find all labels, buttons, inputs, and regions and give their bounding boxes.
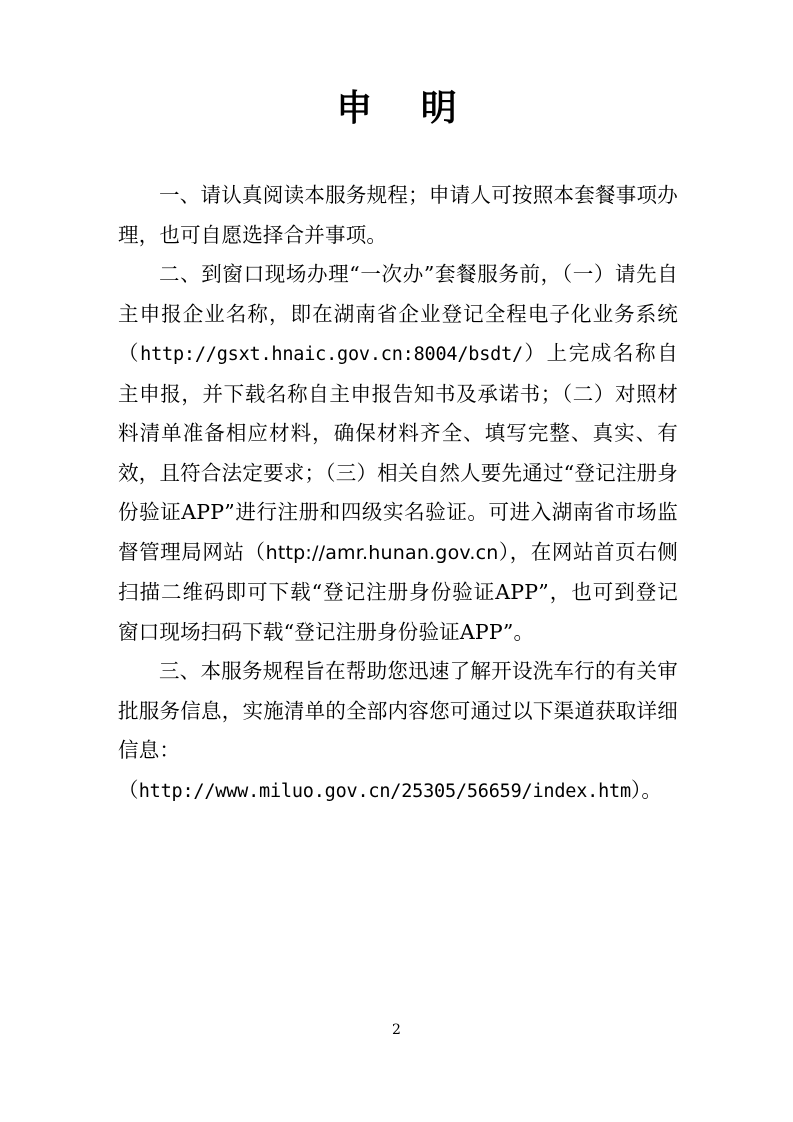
- paragraph-4-open-paren: （: [118, 777, 139, 802]
- document-body: [118, 176, 678, 811]
- paragraph-2-text-part-3: ），在网站首页右侧扫描二维码即可下载“登记注册身份验证APP”，也可到登记窗口现场扫码下载“登记注册身份验证APP”。: [118, 539, 678, 644]
- paragraph-2-text-part-1: 二、到窗口现场办理“一次办”套餐服务前，（一）请先自主申报企业名称，即在湖南省企业登记全程电子化业务系统（: [118, 262, 678, 365]
- url-amr-hunan: http://amr.hunan.gov.cn: [265, 541, 499, 564]
- paragraph-4-close-paren: ）。: [630, 777, 663, 802]
- paragraph-1-text: 一、请认真阅读本服务规程；申请人可按照本套餐事项办理，也可自愿选择合并事项。: [118, 183, 678, 247]
- paragraph-3-text: 三、本服务规程旨在帮助您迅速了解开设洗车行的有关审批服务信息，实施清单的全部内容您可通过以下渠道获取详细信息：: [118, 659, 678, 762]
- page-number: 2: [392, 1022, 401, 1038]
- paragraph-1: [118, 176, 678, 255]
- paragraph-2: [118, 255, 678, 652]
- url-gsxt-hnaic: http://gsxt.hnaic.gov.cn:8004/bsdt/: [140, 344, 523, 365]
- paragraph-2-text-part-2: ）上完成名称自主申报，并下载名称自主申报告知书及承诺书；（二）对照材料清单准备相应材料，确保材料齐全、填写完整、真实、有效，且符合法定要求；（三）相关自然人要先通过“登记注册身份验证APP”进行注册和四级实名验证。可进入湖南省市场监督管理局网站（: [118, 341, 679, 564]
- paragraph-3: [118, 652, 678, 771]
- url-miluo-gov: http://www.miluo.gov.cn/25305/56659/index.htm: [138, 780, 631, 802]
- page-title: 申 明: [336, 88, 475, 129]
- paragraph-4: [118, 771, 678, 812]
